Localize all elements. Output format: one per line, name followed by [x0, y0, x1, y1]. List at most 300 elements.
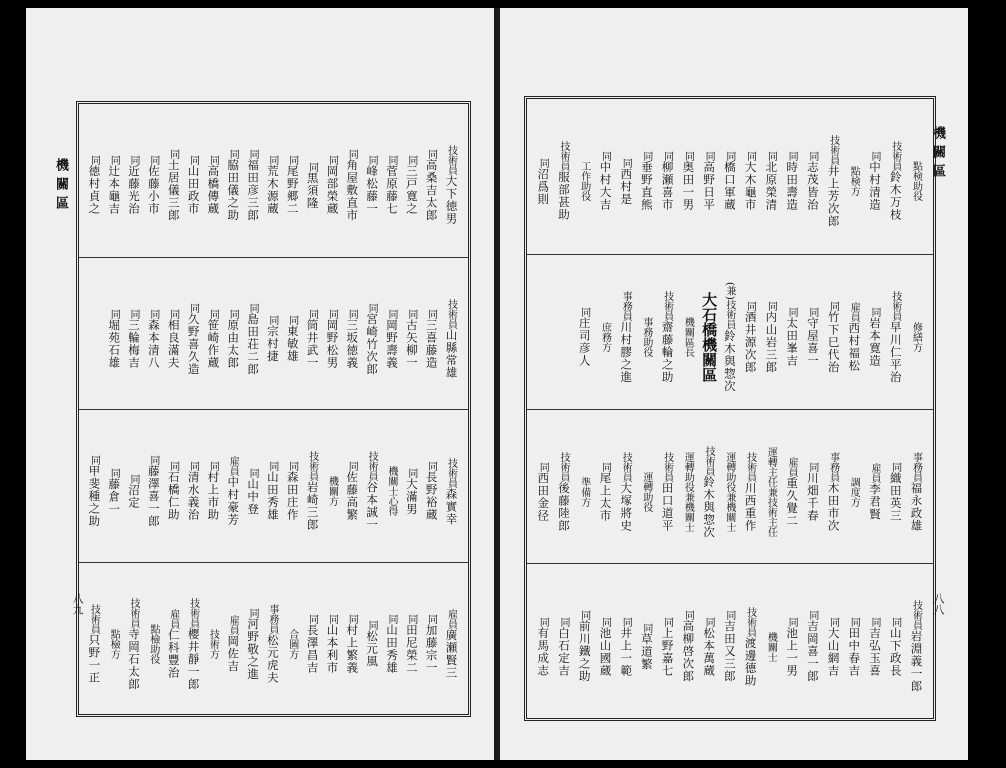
entry-role: 技術員: [744, 606, 756, 637]
right-page-number: 八八: [932, 593, 945, 615]
entry-name: 藤澤喜一郎: [146, 465, 161, 528]
entry-name: 守屋喜一: [805, 317, 820, 368]
entry-name: 東敏雄: [285, 325, 300, 363]
entry-role: 同: [640, 622, 652, 633]
entry-name: 早川仁平治: [888, 320, 903, 384]
entry-name: 李君賢: [868, 483, 883, 521]
register-entry: [801, 255, 823, 410]
entry-name: 徳村貞之: [87, 165, 102, 216]
entry-name: 村上繁義: [345, 623, 360, 674]
entry-name: 大山網吉: [826, 626, 841, 677]
entry-name: 山中登: [246, 477, 261, 515]
entry-role: 技術員: [128, 597, 140, 628]
entry-role: 技術員: [306, 451, 318, 482]
entry-name: 橋口軍蔵: [722, 161, 737, 212]
register-entry: [301, 258, 323, 411]
entry-role: 機關士: [765, 631, 777, 662]
entry-name: 西田金径: [536, 471, 551, 522]
register-entry: [242, 258, 264, 411]
entry-name: 田口道平: [660, 481, 675, 532]
entry-role: 同: [806, 461, 818, 472]
entry-role: 同: [326, 308, 338, 319]
register-entry: [222, 104, 244, 257]
entry-role: 同: [108, 467, 120, 478]
entry-role: 合圖方: [286, 628, 298, 659]
entry-name: 岩淵義一郎: [909, 630, 924, 693]
entry-name: 笹崎作蔵: [206, 318, 221, 369]
register-entry: [123, 563, 145, 716]
entry-role: 事務員: [827, 451, 839, 482]
section-title: 大石橋機關區: [700, 292, 719, 383]
register-entry: [400, 104, 422, 257]
entry-name: 宗村捷: [265, 325, 280, 363]
register-tier: [79, 257, 468, 411]
entry-role: 同: [266, 315, 278, 325]
entry-name: 吉岡喜一郎: [805, 620, 820, 683]
register-entry: [760, 564, 782, 719]
right-page: [500, 8, 968, 760]
register-entry: [202, 410, 224, 563]
entry-role: 點検方: [848, 166, 860, 197]
entry-name: 志茂皆治: [805, 161, 820, 212]
entry-name: 庄司彦人: [577, 317, 592, 368]
register-entry: [420, 258, 442, 411]
entry-role: 同: [366, 620, 378, 630]
register-entry: [301, 104, 323, 257]
entry-role: 同: [385, 613, 397, 624]
register-entry: [321, 258, 343, 411]
entry-role: 事務員: [910, 451, 922, 482]
entry-role: 運轉主任兼技術主任: [765, 446, 777, 537]
register-entry: [884, 99, 906, 254]
entry-role: 同: [266, 155, 278, 166]
entry-role: 同: [306, 308, 318, 319]
register-entry: [532, 564, 554, 719]
entry-role: 同: [806, 610, 818, 621]
entry-role: 同: [187, 461, 199, 472]
register-entry: [635, 255, 657, 410]
entry-name: 西村是: [619, 167, 634, 206]
register-entry: [864, 564, 886, 719]
entry-role: 同: [346, 461, 358, 472]
entry-role: 同: [425, 461, 437, 472]
entry-role: 同: [128, 473, 140, 484]
register-tier: [79, 104, 468, 257]
entry-role: 同: [682, 610, 694, 621]
entry-role: 同: [405, 467, 417, 478]
entry-role: 同: [869, 151, 881, 162]
register-entry: [739, 255, 761, 410]
register-entry: [801, 410, 823, 565]
register-tier: [527, 563, 933, 719]
entry-role: 同: [827, 300, 839, 311]
entry-role: 同: [848, 616, 860, 627]
register-entry: [361, 563, 383, 716]
entry-role: 同: [128, 308, 140, 319]
entry-role: 同: [537, 461, 549, 472]
register-tier: [79, 562, 468, 716]
entry-role: 技術員: [889, 290, 901, 321]
entry-name: 岩本寛造: [868, 317, 883, 368]
register-entry: [573, 99, 595, 254]
register-entry: [843, 410, 865, 565]
entry-name: 脇田儀之助: [226, 159, 241, 222]
entry-name: 竹下巳代治: [826, 310, 841, 374]
entry-role: 同: [578, 307, 590, 318]
entry-name: 筒井武一: [305, 318, 320, 369]
entry-name: 山田秀雄: [384, 623, 399, 674]
left-page: [26, 8, 498, 760]
register-entry: [400, 410, 422, 563]
entry-role: 同: [703, 151, 715, 162]
entry-name: 前川鐵之助: [577, 620, 592, 683]
register-entry: [718, 410, 740, 565]
entry-role: 雇員: [869, 463, 881, 484]
register-entry: [615, 410, 637, 565]
register-entry: [103, 104, 125, 257]
register-entry: [760, 255, 782, 410]
entry-name: 谷本誠一: [365, 481, 380, 532]
register-entry: [380, 104, 402, 257]
register-entry: [123, 104, 145, 257]
entry-role: 技術員: [827, 135, 839, 166]
entry-role: 運轉助役兼機關士: [682, 451, 694, 532]
register-entry: [83, 410, 105, 563]
entry-name: 草道繁: [639, 632, 654, 671]
left-page-header: 機關區: [53, 158, 68, 215]
register-entry: [261, 104, 283, 257]
register-entry: [162, 258, 184, 411]
entry-name: 高桑吉太郎: [424, 159, 439, 222]
entry-name: 岡佐吉: [226, 635, 241, 673]
register-entry: [202, 563, 224, 716]
entry-name: 三戸寛之: [404, 165, 419, 216]
register-entry: [822, 99, 844, 254]
entry-name: 森實幸: [444, 487, 459, 525]
entry-role: 同: [207, 461, 219, 472]
entry-name: 尾上太市: [598, 471, 613, 522]
register-entry: [321, 563, 343, 716]
register-entry: [801, 564, 823, 719]
entry-role: 技術方: [207, 628, 219, 659]
entry-role: 同: [227, 149, 239, 159]
entry-role: 同: [405, 613, 417, 624]
entry-role: 同: [786, 616, 798, 627]
entry-role: 事務助役: [640, 317, 652, 358]
entry-name: 山本利市: [325, 623, 340, 674]
entry-name: 福田彦三郎: [246, 159, 261, 222]
register-entry: [321, 410, 343, 563]
entry-role: 技術員: [445, 298, 457, 329]
entry-role: 同: [889, 616, 901, 627]
register-entry: [281, 104, 303, 257]
register-entry: [440, 258, 462, 411]
entry-role: 同: [806, 307, 818, 318]
entry-role: 同: [599, 616, 611, 627]
entry-role: 雇員: [848, 302, 860, 323]
entry-name: 森田庄作: [285, 471, 300, 522]
register-entry: [573, 410, 595, 565]
entry-role: 同: [366, 155, 378, 166]
register-entry: [222, 563, 244, 716]
entry-name: 大下徳男: [444, 175, 459, 226]
register-entry: [760, 99, 782, 254]
entry-name: 織田英三: [888, 471, 903, 522]
entry-name: 高橋傳蔵: [206, 165, 221, 216]
entry-role: 同: [306, 161, 318, 172]
entry-name: 菅原藤七: [384, 165, 399, 216]
entry-name: 角屋敷直市: [345, 159, 360, 222]
entry-name: 松本萬蔵: [702, 626, 717, 677]
entry-role: 同: [247, 467, 259, 478]
register-entry: [594, 255, 616, 410]
entry-role: 技術員: [889, 141, 901, 172]
entry-name: 中村豪芳: [226, 476, 241, 527]
entry-name: 鈴木與惣次: [722, 329, 737, 393]
entry-name: 山田秀雄: [265, 471, 280, 522]
register-entry: [905, 255, 927, 410]
entry-role: 技術員: [910, 600, 922, 631]
register-entry: [843, 255, 865, 410]
register-entry: [261, 563, 283, 716]
register-entry: [698, 255, 720, 410]
register-entry: [103, 258, 125, 411]
entry-name: 沼定: [127, 483, 142, 509]
entry-role: 技術員: [445, 457, 457, 488]
entry-role: 同: [88, 455, 100, 465]
entry-role: 技術員: [557, 141, 569, 172]
entry-name: 久野喜久造: [186, 312, 201, 375]
entry-role: 技術員: [703, 445, 715, 476]
register-entry: [739, 564, 761, 719]
left-page-number: 八九: [71, 593, 84, 615]
entry-name: 三坂徳義: [345, 318, 360, 369]
entry-role: 同: [744, 300, 756, 311]
register-entry: [698, 99, 720, 254]
register-entry: [594, 410, 616, 565]
register-entry: [103, 410, 125, 563]
entry-role: 同: [661, 151, 673, 162]
entry-role: 同: [306, 613, 318, 624]
entry-role: 同: [765, 151, 777, 162]
register-entry: [864, 410, 886, 565]
register-entry: [573, 255, 595, 410]
register-entry: [142, 104, 164, 257]
entry-name: 三輪梅吉: [127, 318, 142, 369]
entry-role: 同: [346, 149, 358, 159]
register-entry: [760, 410, 782, 565]
register-entry: [182, 410, 204, 563]
entry-role: 同: [723, 610, 735, 621]
entry-role: 運轉助役: [640, 471, 652, 512]
register-entry: [781, 564, 803, 719]
entry-role: 同: [227, 308, 239, 319]
register-entry: [635, 99, 657, 254]
register-entry: [361, 410, 383, 563]
register-entry: [677, 99, 699, 254]
entry-name: 奥田一男: [681, 161, 696, 212]
register-entry: [83, 104, 105, 257]
entry-role: 同: [682, 151, 694, 162]
entry-name: 大木龜市: [743, 161, 758, 212]
entry-role: 調度方: [848, 476, 860, 507]
entry-name: 川西重作: [743, 481, 758, 532]
register-entry: [361, 258, 383, 411]
entry-role: 技術員: [557, 451, 569, 482]
entry-role: 同: [599, 151, 611, 162]
entry-role: 同: [286, 461, 298, 472]
entry-name: 川畑千春: [805, 471, 820, 522]
register-entry: [864, 255, 886, 410]
register-entry: [400, 258, 422, 411]
entry-role: 同: [187, 155, 199, 166]
register-entry: [400, 563, 422, 716]
entry-role: 同: [147, 308, 159, 319]
register-entry: [822, 564, 844, 719]
entry-role: 技術員: [445, 145, 457, 176]
entry-name: 中村清造: [868, 161, 883, 212]
register-entry: [698, 564, 720, 719]
entry-role: 雇員: [227, 456, 239, 477]
register-entry: [162, 410, 184, 563]
register-tier: [79, 409, 468, 563]
entry-role: 點檢助役: [147, 623, 159, 664]
entry-role: 同: [786, 151, 798, 162]
entry-role: 同: [703, 616, 715, 627]
entry-role: 同: [806, 151, 818, 162]
entry-role: 機關方: [326, 476, 338, 507]
entry-role: 同: [827, 616, 839, 627]
entry-role: 技術員: [661, 290, 673, 321]
register-entry: [905, 564, 927, 719]
entry-role: 同: [425, 613, 437, 624]
register-entry: [615, 255, 637, 410]
entry-role: 同: [247, 149, 259, 159]
entry-role: 同: [167, 308, 179, 319]
entry-name: 相良滿夫: [166, 318, 181, 369]
entry-role: 同: [187, 302, 199, 313]
entry-name: 鈴木万枝: [888, 171, 903, 222]
entry-name: 石橋仁助: [166, 471, 181, 522]
entry-role: 同: [346, 613, 358, 624]
entry-role: 雇員: [786, 456, 798, 477]
register-entry: [656, 564, 678, 719]
register-entry: [182, 563, 204, 716]
entry-role: 同: [723, 151, 735, 162]
register-entry: [361, 104, 383, 257]
entry-name: 服部甚助: [556, 171, 571, 222]
entry-name: 田中春吉: [847, 626, 862, 677]
entry-name: 仁科豐治: [166, 628, 181, 679]
register-entry: [656, 255, 678, 410]
register-entry: [884, 410, 906, 565]
register-entry: [594, 564, 616, 719]
right-page-header: 機關區: [930, 126, 945, 183]
entry-name: 高野日平: [702, 161, 717, 212]
register-entry: [781, 255, 803, 410]
register-entry: [420, 563, 442, 716]
entry-name: 鈴木與惣次: [702, 475, 717, 539]
entry-role: 同: [557, 616, 569, 627]
entry-role: 同: [620, 616, 632, 627]
register-entry: [739, 99, 761, 254]
register-tier: [527, 409, 933, 565]
register-entry: [83, 563, 105, 716]
entry-name: 井上芳次郎: [826, 165, 841, 228]
entry-name: 山田政市: [186, 165, 201, 216]
entry-name: 大滿男: [404, 477, 419, 515]
entry-role: 同: [661, 616, 673, 627]
register-entry: [242, 410, 264, 563]
entry-role: 同: [266, 461, 278, 472]
entry-name: 吉弘玉喜: [868, 626, 883, 677]
register-entry: [380, 563, 402, 716]
entry-role: 同: [405, 155, 417, 166]
entry-name: 山下政長: [888, 626, 903, 677]
register-entry: [552, 564, 574, 719]
register-entry: [635, 564, 657, 719]
entry-role: 同: [640, 151, 652, 162]
entry-name: 原由太郎: [226, 318, 241, 369]
entry-name: 垂野直熊: [639, 161, 654, 212]
register-entry: [341, 258, 363, 411]
entry-name: 内山岩三郎: [764, 310, 779, 374]
entry-name: 佐藤小市: [146, 165, 161, 216]
entry-name: 甲斐種之助: [87, 465, 102, 528]
entry-role: 同: [167, 149, 179, 159]
entry-name: 土居儀三郎: [166, 159, 181, 222]
entry-role: 同: [147, 455, 159, 465]
entry-name: 佐藤高繁: [345, 471, 360, 522]
register-entry: [301, 410, 323, 563]
register-entry: [864, 99, 886, 254]
register-entry: [781, 99, 803, 254]
entry-role: 同: [385, 155, 397, 166]
entry-name: 宮崎竹次郎: [365, 312, 380, 375]
entry-role: 雇員: [227, 615, 239, 635]
entry-role: 機關區長: [682, 317, 694, 358]
entry-name: 木田市次: [826, 481, 841, 532]
entry-role: 雇員: [445, 608, 457, 629]
register-entry: [905, 99, 927, 254]
entry-role: 同: [599, 461, 611, 472]
entry-role: 同: [537, 616, 549, 627]
entry-name: 荒木源蔵: [265, 165, 280, 216]
register-entry: [142, 258, 164, 411]
entry-name: 長澤昌吉: [305, 623, 320, 674]
register-entry: [884, 255, 906, 410]
entry-name: 三喜藤造: [424, 318, 439, 369]
entry-role: 事務員: [620, 290, 632, 321]
register-entry: [103, 563, 125, 716]
entry-name: 村上市助: [206, 471, 221, 522]
register-entry: [341, 104, 363, 257]
entry-role: 準備方: [578, 476, 590, 507]
entry-name: 福永政雄: [909, 481, 924, 532]
entry-role: 同: [620, 157, 632, 168]
entry-role: 同: [108, 155, 120, 166]
left-table-frame: [76, 101, 471, 717]
entry-name: 岩崎三郎: [305, 481, 320, 532]
entry-name: 辻本龜吉: [107, 165, 122, 216]
entry-name: 松元風: [365, 630, 380, 668]
entry-role: 同: [425, 149, 437, 159]
entry-name: 松元虎夫: [265, 633, 280, 684]
register-entry: [615, 99, 637, 254]
entry-role: 同: [128, 155, 140, 166]
register-entry: [677, 410, 699, 565]
entry-name: 藤倉一: [107, 477, 122, 515]
